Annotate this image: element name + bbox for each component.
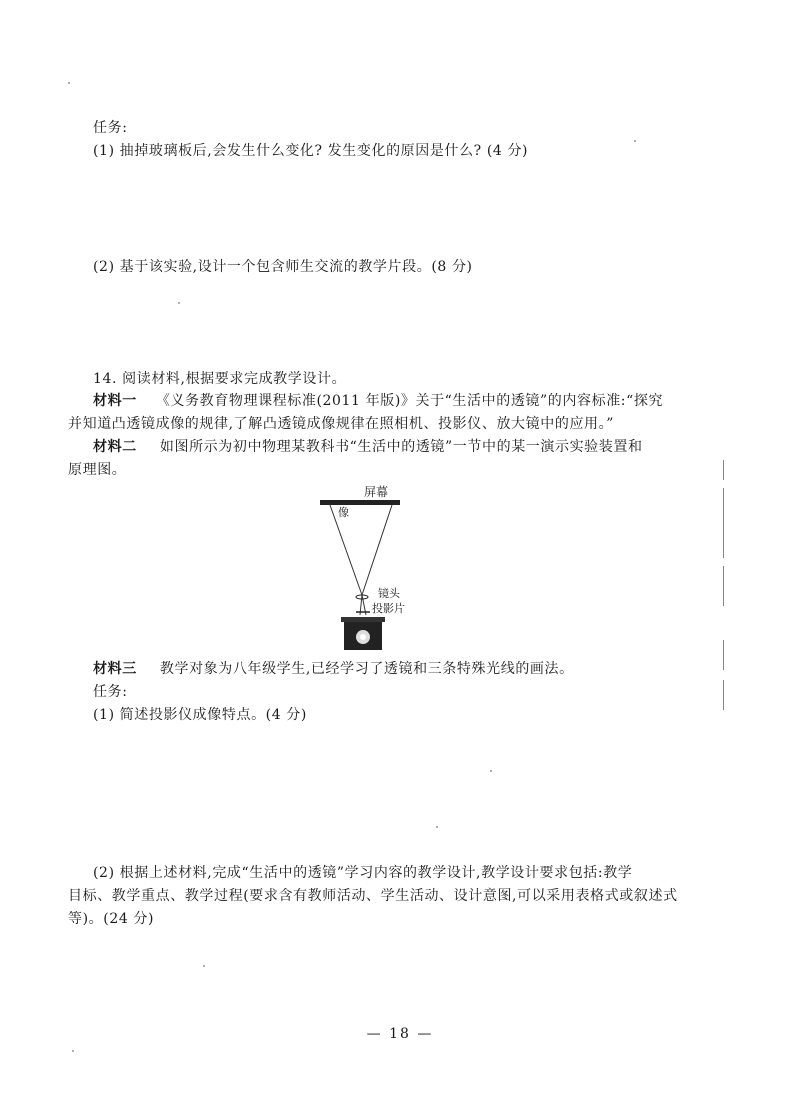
material-1-line-2: 并知道凸透镜成像的规律,了解凸透镜成像规律在照相机、投影仪、放大镜中的应用。”: [68, 416, 615, 432]
scan-speck: [634, 140, 636, 142]
edge-mark: [723, 460, 724, 480]
question-2-a: (2) 基于该实验,设计一个包含师生交流的教学片段。(8 分): [93, 259, 473, 275]
scan-speck: [203, 965, 205, 967]
lamp-bulb-icon: [360, 634, 366, 640]
scan-speck: [490, 770, 492, 772]
material-3-text: 教学对象为八年级学生,已经学习了透镜和三条特殊光线的画法。: [159, 661, 574, 677]
task-label-14: 任务:: [93, 684, 128, 700]
task-1-14: (1) 简述投影仪成像特点。(4 分): [93, 707, 307, 723]
task-label-a: 任务:: [93, 120, 128, 136]
screen-label: 屏幕: [364, 485, 389, 499]
material-1-line-1: [93, 391, 663, 411]
lamp-box-top: [341, 617, 385, 622]
edge-mark: [723, 488, 724, 558]
task-2-line-3: 等)。(24 分): [68, 911, 155, 927]
page-number: — 18 —: [366, 1026, 434, 1042]
material-1-label: 材料一: [93, 393, 137, 409]
material-3-label: 材料三: [93, 661, 137, 677]
question-1-a: (1) 抽掉玻璃板后,会发生什么变化? 发生变化的原因是什么? (4 分): [93, 143, 529, 159]
projector-diagram: [300, 475, 430, 655]
screen-bar: [320, 500, 400, 505]
slide-label: 投影片: [372, 602, 405, 615]
task-2-line-1: (2) 根据上述材料,完成“生活中的透镜”学习内容的教学设计,教学设计要求包括:教学: [93, 865, 633, 881]
edge-mark: [723, 640, 724, 670]
scan-speck: [178, 302, 180, 304]
material-3-line: [93, 659, 574, 679]
image-label: 像: [338, 506, 349, 519]
scan-speck: [68, 82, 70, 84]
lens-label: 镜头: [378, 587, 400, 600]
task-2-line-2: 目标、教学重点、教学过程(要求含有教师活动、学生活动、设计意图,可以采用表格式或叙述式: [68, 888, 678, 904]
edge-mark: [723, 566, 724, 606]
edge-mark: [723, 680, 724, 710]
ray-right: [362, 505, 392, 595]
scan-speck: [72, 1050, 74, 1052]
projector-figure: [300, 475, 430, 655]
material-1-text: 《义务教育物理课程标准(2011 年版)》关于“生活中的透镜”的内容标准:“探究: [155, 393, 664, 409]
material-2-line-2: 原理图。: [68, 462, 127, 478]
material-2-text: 如图所示为初中物理某教科书“生活中的透镜”一节中的某一演示实验装置和: [159, 439, 643, 455]
material-2-line-1: [93, 437, 643, 457]
material-2-label: 材料二: [93, 439, 137, 455]
question-14-header: 14. 阅读材料,根据要求完成教学设计。: [93, 371, 347, 387]
scan-speck: [436, 826, 438, 828]
